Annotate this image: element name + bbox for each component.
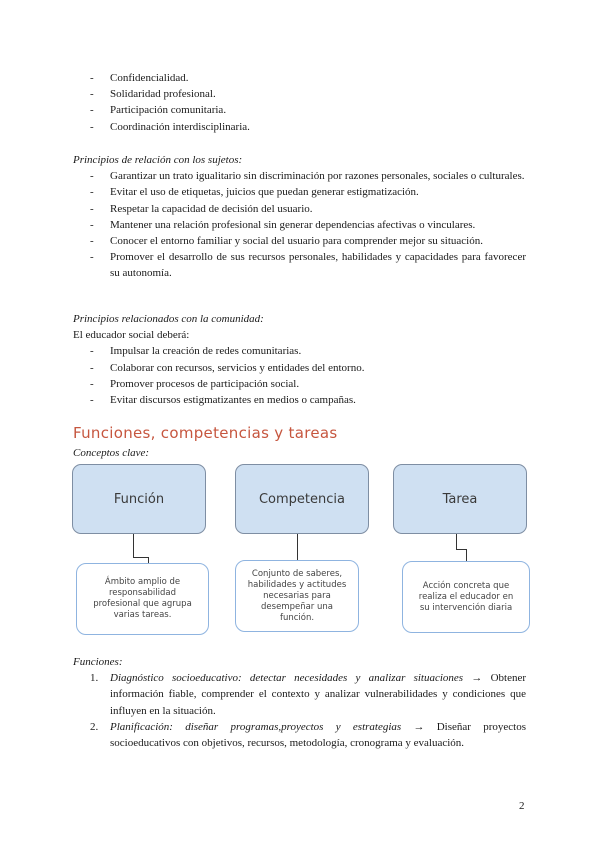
concept-box-competencia: Competencia (235, 464, 369, 534)
list-item: - Respetar la capacidad de decisión del usuario. (90, 202, 313, 215)
list-item: - Conocer el entorno familiar y social del usuario para comprender mejor su situación. (90, 235, 483, 248)
subjects-section (73, 152, 526, 282)
list-item: - Confidencialidad. (73, 70, 526, 86)
connector-line (133, 534, 134, 557)
section-heading: Funciones, competencias y tareas (73, 424, 338, 442)
functions-label: Funciones: (73, 656, 123, 668)
functions-list (73, 670, 526, 751)
dash-marker: - (90, 72, 94, 84)
definition-box-tarea: Acción concreta que realiza el educador en su intervención diaria (402, 561, 530, 633)
list-item: - Colaborar con recursos, servicios y entidades del entorno. (90, 361, 365, 374)
list-item: - Evitar el uso de etiquetas, juicios que puedan generar estigmatización. (90, 186, 419, 199)
community-section (73, 311, 526, 408)
connector-line (456, 534, 457, 549)
community-list (73, 343, 526, 408)
dash-marker: - (90, 120, 94, 133)
list-item: - Promover el desarrollo de sus recursos personales, habilidades y capacidades para favorecer su autonomía. (90, 251, 526, 280)
definition-box-funcion: Ámbito amplio de responsabilidad profesional que agrupa varias tareas. (76, 563, 209, 635)
list-item: - Impulsar la creación de redes comunitarias. (90, 345, 302, 358)
concept-box-tarea: Tarea (393, 464, 527, 534)
page-number: 2 (519, 800, 525, 812)
dash-marker: - (90, 88, 94, 101)
connector-line (297, 534, 298, 562)
principles-list-top (73, 70, 526, 135)
definition-box-competencia: Conjunto de saberes, habilidades y actitudes necesarias para desempeñar una función. (235, 560, 359, 632)
subjects-list (73, 168, 526, 281)
community-intro: El educador social deberá: (73, 329, 190, 342)
dash-marker: - (90, 104, 94, 117)
list-item: - Garantizar un trato igualitario sin discriminación por razones personales, sociales o culturales. (90, 170, 525, 183)
list-item: - Promover procesos de participación social. (90, 377, 300, 390)
community-section-title: Principios relacionados con la comunidad: (73, 313, 264, 325)
list-item: - Solidaridad profesional. (73, 86, 526, 102)
list-item: 2. Planificación: diseñar programas,proyectos y estrategias → Diseñar proyectos socioeducativos con objetivos, recursos, metodología, cronograma y evaluación. (90, 720, 526, 750)
list-item: - Coordinación interdisciplinaria. (73, 119, 526, 135)
concepts-label: Conceptos clave: (73, 447, 150, 459)
concept-box-funcion: Función (72, 464, 206, 534)
list-item: 1. Diagnóstico socioeducativo: detectar necesidades y analizar situaciones → Obtener información fiable, comprender el contexto y analizar vulnerabilidades y condiciones que influyen en la situación. (90, 672, 526, 717)
list-item: - Participación comunitaria. (73, 102, 526, 118)
connector-line (133, 557, 149, 558)
functions-section (73, 654, 526, 751)
list-item: - Evitar discursos estigmatizantes en medios o campañas. (90, 394, 356, 407)
list-item: - Mantener una relación profesional sin generar dependencias afectivas o vinculares. (90, 218, 476, 231)
subjects-section-title: Principios de relación con los sujetos: (73, 154, 243, 166)
